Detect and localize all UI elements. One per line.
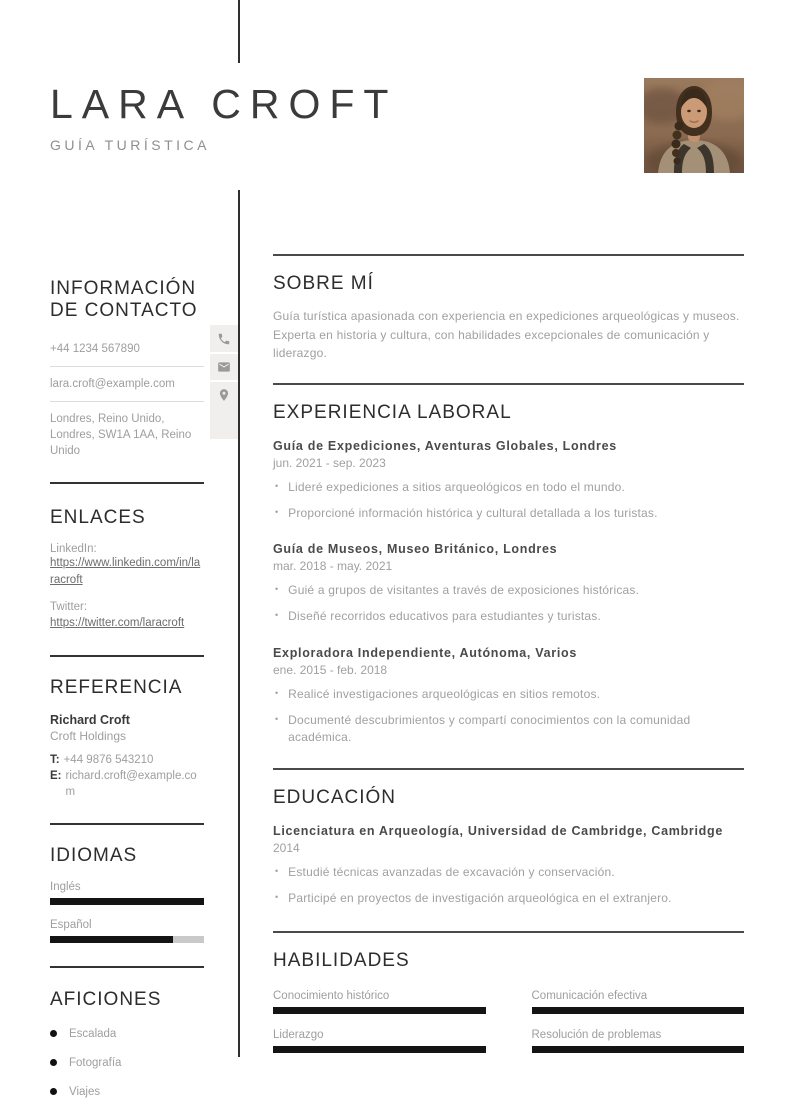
bullet-dot-icon: [50, 1030, 57, 1037]
main-column: [273, 254, 744, 1053]
bullet-dot-icon: •: [275, 480, 279, 491]
phone-icon: [217, 332, 231, 346]
bullet-dot-icon: [50, 1059, 57, 1066]
contact-heading: INFORMACIÓN DE CONTACTO: [50, 278, 198, 321]
skill-label: Resolución de problemas: [531, 1028, 662, 1041]
reference-email-label: E:: [50, 769, 62, 782]
page-title: LARA CROFT: [50, 81, 398, 127]
phone-value: +44 1234 567890: [50, 342, 140, 355]
skill-bar: [532, 1007, 745, 1014]
job-dates: ene. 2015 - feb. 2018: [273, 662, 388, 677]
bullet-dot-icon: •: [275, 610, 279, 621]
bullet-dot-icon: •: [275, 892, 279, 903]
skill-item: [273, 990, 486, 1014]
hobby-item: [50, 1086, 204, 1098]
job-bullet: [273, 686, 744, 703]
job-title-subtitle: GUÍA TURÍSTICA: [50, 137, 210, 154]
job-entry: [273, 439, 744, 522]
skill-item: [273, 1029, 486, 1053]
linkedin-label: LinkedIn:: [50, 543, 97, 555]
skill-bar-fill: [273, 1007, 486, 1014]
header: [50, 82, 610, 153]
job-bullet: [273, 608, 744, 625]
hobby-item: [50, 1028, 204, 1040]
language-bar-fill: [50, 898, 204, 905]
twitter-label: Twitter:: [50, 601, 88, 614]
languages-section: [50, 845, 204, 943]
section-divider: [50, 482, 204, 484]
reference-phone-line: [50, 752, 204, 768]
language-item: [50, 919, 204, 943]
skill-label: Liderazgo: [273, 1028, 324, 1041]
section-divider: [273, 254, 744, 256]
skill-bar-fill: [532, 1007, 745, 1014]
job-bullet-text: Proporcioné información histórica y cultural detallada a los turistas.: [288, 505, 658, 520]
vertical-divider-bottom: [238, 190, 240, 1057]
job-bullet: [273, 712, 744, 746]
reference-heading: REFERENCIA: [50, 677, 183, 699]
hobby-item: [50, 1057, 204, 1069]
job-dates: jun. 2021 - sep. 2023: [273, 455, 386, 470]
skills-heading: HABILIDADES: [273, 949, 410, 971]
job-bullet-text: Guié a grupos de visitantes a través de exposiciones históricas.: [288, 583, 640, 598]
language-label: Español: [50, 918, 92, 931]
skill-bar: [273, 1007, 486, 1014]
links-section: [50, 507, 204, 632]
address-icon-cell: [210, 382, 238, 439]
education-bullet-text: Estudié técnicas avanzadas de excavación y conservación.: [288, 865, 615, 880]
experience-heading: EXPERIENCIA LABORAL: [273, 401, 512, 423]
profile-photo: [644, 78, 744, 173]
bullet-dot-icon: •: [275, 866, 279, 877]
linkedin-url[interactable]: https://www.linkedin.com/in/laracroft: [50, 557, 201, 586]
phone-icon-cell: [210, 325, 238, 352]
job-bullet-text: Documenté descubrimientos y compartí conocimientos con la comunidad académica.: [288, 712, 691, 744]
hobby-label: Escalada: [69, 1027, 117, 1040]
reference-email: richard.croft@example.com: [65, 769, 197, 799]
language-item: [50, 881, 204, 905]
reference-company: Croft Holdings: [50, 728, 127, 743]
profile-photo-illustration: [644, 78, 744, 173]
education-bullet-text: Participé en proyectos de investigación arqueológica en el extranjero.: [288, 891, 672, 906]
skill-item: [532, 990, 745, 1014]
twitter-link-group: [50, 601, 204, 632]
skill-label: Conocimiento histórico: [273, 989, 390, 1002]
reference-email-line: [50, 768, 204, 800]
job-bullet: [273, 505, 744, 522]
hobbies-heading: AFICIONES: [50, 988, 162, 1010]
section-divider: [273, 383, 744, 385]
job-entry: [273, 646, 744, 745]
job-bullet: [273, 582, 744, 599]
bullet-dot-icon: •: [275, 687, 279, 698]
bullet-dot-icon: •: [275, 584, 279, 595]
hobby-label: Fotografía: [69, 1056, 122, 1069]
section-divider: [50, 823, 204, 825]
job-entry: [273, 542, 744, 625]
section-divider: [50, 966, 204, 968]
skills-grid: [273, 990, 744, 1053]
about-heading: SOBRE MÍ: [273, 273, 374, 294]
phone-row: [50, 341, 204, 367]
job-bullet-text: Diseñé recorridos educativos para estudiantes y turistas.: [288, 609, 602, 624]
email-icon-cell: [210, 354, 238, 380]
section-divider: [273, 768, 744, 770]
language-bar: [50, 898, 204, 905]
linkedin-link-group: [50, 543, 204, 588]
languages-heading: IDIOMAS: [50, 845, 138, 867]
skill-bar: [532, 1046, 745, 1053]
job-bullet-text: Realicé investigaciones arqueológicas en sitios remotos.: [288, 686, 601, 701]
envelope-icon: [217, 360, 231, 374]
email-value: lara.croft@example.com: [50, 377, 175, 390]
education-entry: [273, 824, 744, 907]
links-heading: ENLACES: [50, 507, 146, 529]
address-row: [50, 402, 204, 459]
skill-label: Comunicación efectiva: [531, 989, 648, 1002]
job-dates: mar. 2018 - may. 2021: [273, 559, 393, 574]
vertical-divider-top: [238, 0, 240, 63]
contact-icon-strip: [210, 325, 238, 441]
bullet-dot-icon: [50, 1088, 57, 1095]
reference-section: [50, 677, 204, 800]
reference-phone-label: T:: [50, 753, 60, 766]
reference-phone: +44 9876 543210: [63, 753, 154, 766]
job-title: Guía de Museos, Museo Británico, Londres: [273, 542, 558, 557]
twitter-url[interactable]: https://twitter.com/laracroft: [50, 617, 185, 630]
skill-bar-fill: [532, 1046, 745, 1053]
education-bullet: [273, 890, 744, 907]
education-dates: 2014: [273, 841, 300, 856]
education-heading: EDUCACIÓN: [273, 787, 397, 809]
location-pin-icon: [217, 388, 231, 402]
hobbies-section: [50, 989, 204, 1098]
job-bullet-text: Lideré expediciones a sitios arqueológicos en todo el mundo.: [288, 479, 626, 494]
skill-bar: [273, 1046, 486, 1053]
language-bar-fill: [50, 936, 173, 943]
degree-title: Licenciatura en Arqueología, Universidad de Cambridge, Cambridge: [273, 824, 723, 839]
section-divider: [50, 655, 204, 657]
skill-item: [532, 1029, 745, 1053]
job-title: Exploradora Independiente, Autónoma, Varios: [273, 645, 577, 660]
address-value: Londres, Reino Unido, Londres, SW1A 1AA, Reino Unido: [50, 412, 192, 458]
job-bullet: [273, 479, 744, 496]
job-title: Guía de Expediciones, Aventuras Globales, Londres: [273, 438, 617, 453]
about-text: Guía turística apasionada con experiencia en expediciones arqueológicas y museos. Experta en historia y cultura, con habilidades excepcionales de comunicación y liderazgo.: [273, 309, 740, 361]
email-row: [50, 367, 204, 402]
skill-bar-fill: [273, 1046, 486, 1053]
bullet-dot-icon: •: [275, 506, 279, 517]
language-bar: [50, 936, 204, 943]
hobby-label: Viajes: [69, 1085, 101, 1098]
education-bullet: [273, 864, 744, 881]
section-divider: [273, 931, 744, 933]
bullet-dot-icon: •: [275, 713, 279, 724]
language-label: Inglés: [50, 880, 81, 893]
reference-name: Richard Croft: [50, 712, 130, 727]
sidebar: [50, 278, 204, 1098]
